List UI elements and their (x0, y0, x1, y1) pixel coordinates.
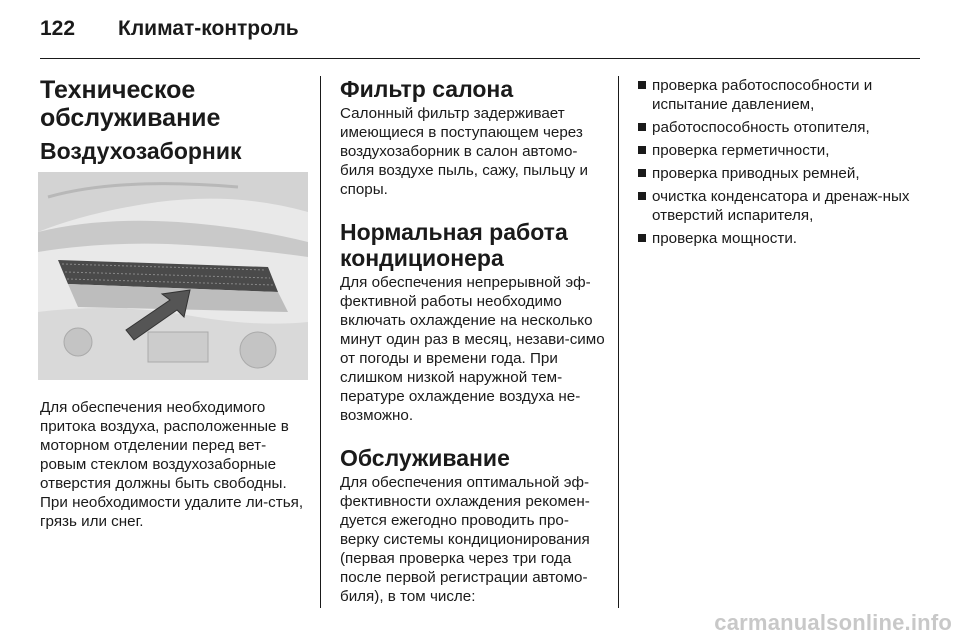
section-heading-ac-operation: Нормальная работа кондиционера (340, 219, 568, 271)
section-heading-cabin-filter: Фильтр салона (340, 76, 514, 102)
list-item: очистка конденсатора и дренаж-ных отверстий испарителя, (638, 187, 913, 225)
watermark: carmanualsonline.info (714, 610, 952, 635)
service-checklist (638, 76, 913, 248)
column-3 (638, 76, 913, 252)
header-rule (40, 58, 920, 59)
page-number: 122 (40, 17, 76, 40)
list-item: работоспособность отопителя, (638, 118, 913, 137)
square-bullet-icon (638, 234, 646, 242)
section-heading-maintenance: Техническое обслуживание (40, 76, 221, 132)
service-text: Для обеспечения оптимальной эф-фективности охлаждения рекомен-дуется ежегодно проводить про-верку системы кондиционирования (первая проверка через три года после первой регистрации автомо-биля), в том числе: (340, 474, 590, 605)
column-1 (40, 76, 310, 531)
subsection-heading-air-intake: Воздухозаборник (40, 138, 242, 164)
column-divider-1 (320, 76, 321, 608)
square-bullet-icon (638, 81, 646, 89)
cabin-filter-text: Салонный фильтр задерживает имеющиеся в поступающем через воздухозаборник в салон автомо-биля воздухе пыль, сажу, пыльцу и споры. (340, 105, 588, 198)
list-item: проверка работоспособности и испытание давлением, (638, 76, 913, 114)
list-item: проверка мощности. (638, 229, 913, 248)
chapter-title: Климат-контроль (118, 17, 299, 40)
list-item: проверка герметичности, (638, 141, 913, 160)
square-bullet-icon (638, 146, 646, 154)
square-bullet-icon (638, 169, 646, 177)
square-bullet-icon (638, 123, 646, 131)
list-item: проверка приводных ремней, (638, 164, 913, 183)
air-intake-illustration-icon (38, 172, 308, 380)
section-heading-service: Обслуживание (340, 445, 510, 471)
column-divider-2 (618, 76, 619, 608)
column-2 (340, 76, 605, 606)
square-bullet-icon (638, 192, 646, 200)
ac-operation-text: Для обеспечения непрерывной эф-фективной работы необходимо включать охлаждение на несколько минут один раз в месяц, незави-симо от погоды и времени года. При слишком низкой наружной тем-пературе охлаждение воздуха не-возможно. (340, 274, 605, 424)
air-intake-text: Для обеспечения необходимого притока воздуха, расположенные в моторном отделении перед вет-ровым стеклом воздухозаборные отверстия должны быть свободны. При необходимости удалите ли-стья, грязь или снег. (40, 399, 304, 530)
page-header (40, 14, 299, 44)
